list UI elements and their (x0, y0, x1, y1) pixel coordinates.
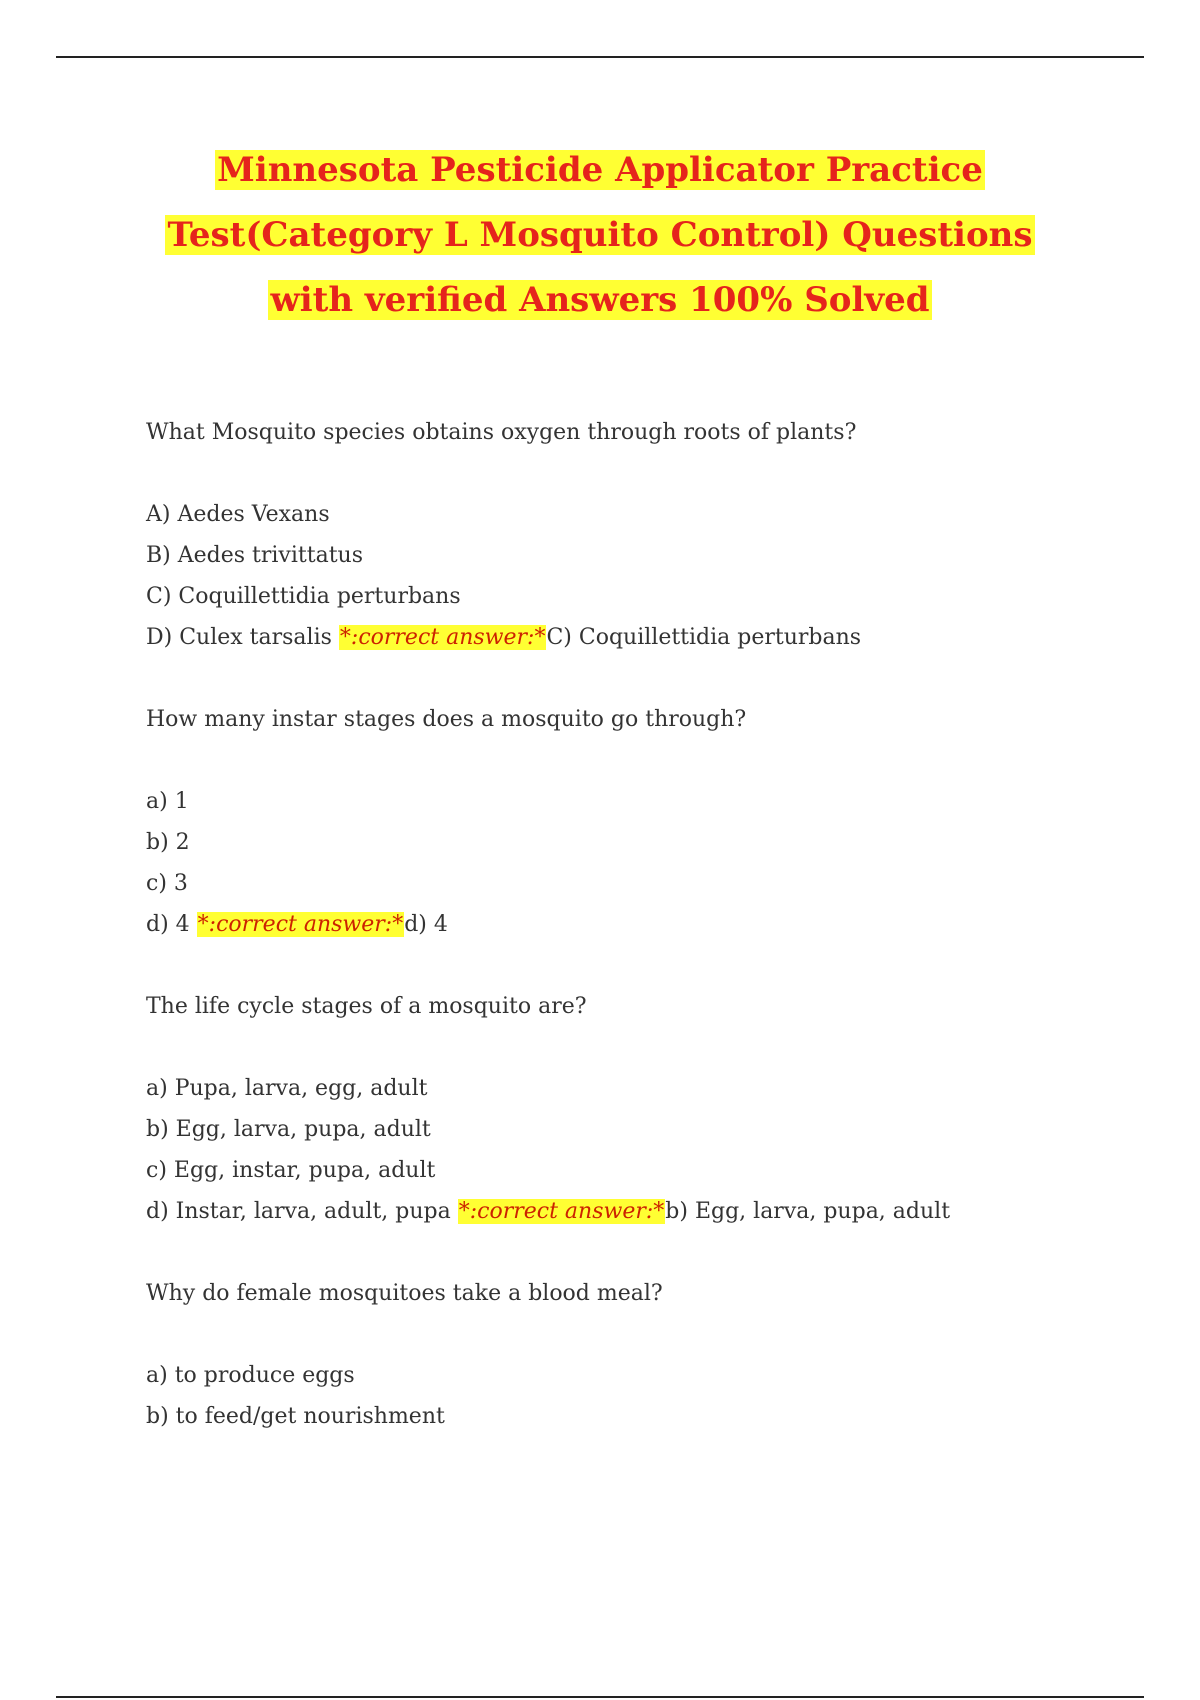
answer-option: a) to produce eggs (146, 1363, 355, 1388)
question-block (146, 699, 1126, 945)
answer-option: b) 2 (146, 830, 190, 855)
answer-option: C) Coquillettidia perturbans (146, 584, 461, 609)
answer-option: b) to feed/get nourishment (146, 1404, 445, 1429)
answer-option-with-answer (146, 904, 1126, 945)
title-line: with verified Answers 100% Solved (270, 280, 930, 320)
answer-option: A) Aedes Vexans (146, 502, 330, 527)
correct-answer-marker: *:correct answer:* (339, 625, 546, 650)
title-line: Minnesota Pesticide Applicator Practice (217, 150, 983, 190)
correct-answer-marker: *:correct answer:* (197, 912, 404, 937)
document-title (100, 138, 1100, 333)
answer-option: c) 3 (146, 871, 188, 896)
question-text: What Mosquito species obtains oxygen through roots of plants? (146, 420, 857, 445)
correct-answer-text: b) Egg, larva, pupa, adult (665, 1199, 951, 1224)
question-block (146, 986, 1126, 1232)
answer-option: c) Egg, instar, pupa, adult (146, 1158, 436, 1183)
question-list (146, 412, 1126, 1478)
question-text: The life cycle stages of a mosquito are? (146, 994, 587, 1019)
answer-option: a) 1 (146, 789, 189, 814)
correct-answer-text: C) Coquillettidia perturbans (546, 625, 862, 650)
question-text: How many instar stages does a mosquito go through? (146, 707, 747, 732)
title-line: Test(Category L Mosquito Control) Questions (167, 215, 1033, 255)
correct-answer-text: d) 4 (404, 912, 448, 937)
answer-option: B) Aedes trivittatus (146, 543, 363, 568)
answer-option: d) 4 (146, 912, 190, 937)
top-rule (56, 56, 1144, 58)
question-text: Why do female mosquitoes take a blood meal? (146, 1281, 663, 1306)
bottom-rule (56, 1696, 1144, 1698)
answer-option: a) Pupa, larva, egg, adult (146, 1076, 428, 1101)
answer-option: D) Culex tarsalis (146, 625, 332, 650)
correct-answer-marker: *:correct answer:* (458, 1199, 665, 1224)
question-block (146, 412, 1126, 658)
answer-option: b) Egg, larva, pupa, adult (146, 1117, 431, 1142)
answer-option: d) Instar, larva, adult, pupa (146, 1199, 451, 1224)
question-block (146, 1273, 1126, 1437)
answer-option-with-answer (146, 1191, 1126, 1232)
answer-option-with-answer (146, 617, 1126, 658)
